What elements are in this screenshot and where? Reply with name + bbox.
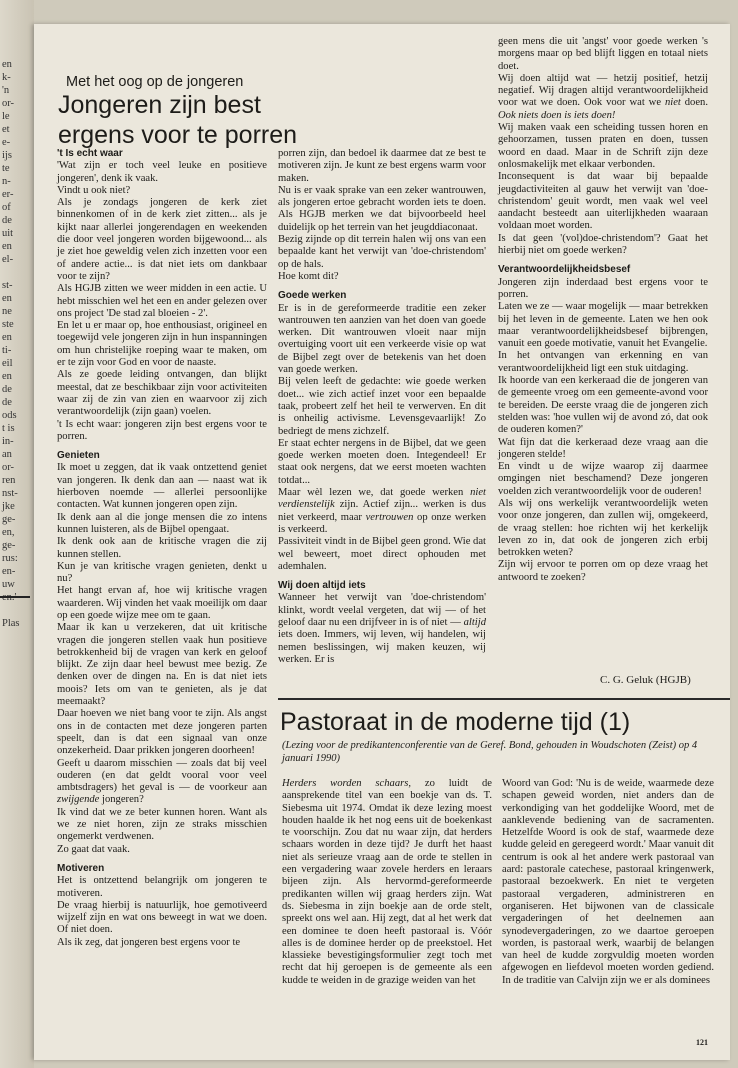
paragraph [57, 758, 267, 807]
adjacent-page-fragment: in- [2, 436, 14, 447]
adjacent-page-fragment: de [2, 384, 12, 395]
paragraph: 'Wat zijn er toch veel leuke en positieve jongeren', denk ik vaak. [57, 160, 267, 184]
adjacent-page-fragment: e- [2, 137, 11, 148]
article2-column-2 [502, 778, 714, 1028]
adjacent-page-fragment: en [2, 371, 12, 382]
adjacent-page-fragment: eil [2, 358, 13, 369]
adjacent-page-fragment [2, 266, 32, 279]
paragraph: Er is in de gereformeerde traditie een zeker wantrouwen ten aanzien van het doen van goede werken. Dit wantrouwen vloeit naar mijn overtuiging voort uit een verkeerde visie op wat de Bijbel zegt over de betekenis van het doen van goede werken. [278, 302, 486, 376]
article2-subtitle: (Lezing voor de predikantenconferentie van de Geref. Bond, gehouden in Woudschoten (Zeist) op 4 januari 1990) [282, 740, 698, 764]
italic-run: altijd [463, 616, 486, 628]
adjacent-page-fragment: el- [2, 254, 14, 265]
adjacent-page-fragment: er- [2, 189, 14, 200]
article1-column-3 [498, 36, 708, 668]
adjacent-page-fragment: or- [2, 98, 15, 109]
italic-run: vertrouwen [365, 511, 414, 523]
italic-run: zwijgende [57, 794, 100, 806]
adjacent-page-fragment: en [2, 241, 12, 252]
paragraph: Zijn wij ervoor te porren om op deze vraag het antwoord te zoeken? [498, 559, 708, 583]
paragraph: geen mens die uit 'angst' voor goede werken 's morgens maar op bed blijft liggen en totaal niets doet. [498, 36, 708, 72]
adjacent-page-fragment: ijs [2, 150, 12, 161]
paragraph: Jongeren zijn inderdaad best ergens voor te porren. [498, 276, 708, 300]
adjacent-page-fragment: uw [2, 579, 15, 590]
paragraph [278, 592, 486, 666]
subheading: Verantwoordelijkheidsbesef [498, 264, 631, 276]
adjacent-page-fragment: en, [2, 527, 15, 538]
paragraph: Ik hoorde van een kerkeraad die de jongeren van de gemeente vroeg om een gemeente-avond voor te bereiden. De eerste vraag die de jongeren zich stelden was: 'hoe vullen wij de avond zó, dat ook de ouderen komen?' [498, 375, 708, 436]
paragraph: Is dat geen '(vol)doe-christendom'? Gaat het hierbij niet om goede werken? [498, 232, 708, 257]
paragraph: Ik moet u zeggen, dat ik vaak ontzettend geniet van jongeren. Ik denk dan aan — naast wat ik hierboven noemde — allerlei persoonlijke contacten. Wat kunnen jongeren open zijn. [57, 462, 267, 511]
italic-run: niet [664, 97, 681, 109]
italic-run: Ook niets doen is iets doen! [498, 109, 616, 121]
adjacent-page-fragment: de [2, 215, 12, 226]
adjacent-page-fragment: 'n [2, 85, 10, 96]
text-run: doen. [680, 97, 709, 109]
paragraph: Ik denk ook aan de kritische vragen die zij kunnen stellen. [57, 536, 267, 560]
paragraph: Als ze goede leiding ontvangen, dan blijkt meestal, dat ze beschikbaar zijn voor activiteiten waar zij de zin van zien en waarvoor zij zich verantwoordelijk (zijn gaan) voelen. [57, 369, 267, 418]
adjacent-page-fragment: of [2, 202, 11, 213]
paragraph: En let u er maar op, hoe enthousiast, origineel en toegewijd vele jongeren zijn in hun inspanningen om hun christelijke roeping waar te maken, om er te zijn voor God en voor de naaste. [57, 320, 267, 369]
author-signature: C. G. Geluk (HGJB) [600, 674, 691, 686]
paragraph: Als HGJB zitten we weer midden in een actie. U hebt misschien wel het een en ander gelezen over ons project 'De stad zal bloeien - 2'. [57, 283, 267, 319]
paragraph: Woord van God: 'Nu is de weide, waarmede deze schapen geweid worden, niet anders dan de verkondiging van het goddelijke Woord, met de aanklevende bediening van de sacramenten. Hetzelfde Woord is ook de staf, waarmede deze kudde geleid en geregeerd wordt.' Maar vanuit dit centrum is ook al het andere werk pastoraal van aard: pastorale catechese, pastoraal kringenwerk, pastoraal bezoekwerk. En niet te vergeten pastoraal vergaderen, administreren en organiseren. Het bijwonen van de classicale vergaderingen of het deelnemen aan synodevergaderingen, zo we daartoe geroepen worden, is pastoraal werk, waarbij de belangen van heel de kudde zorgvuldig moeten worden afgewogen en liefdevol moeten worden gediend. In de traditie van Calvijn zijn we er als dominees [502, 778, 714, 986]
italic-run: niet verdienstelijk [278, 487, 486, 511]
text-run: Wij doen altijd wat — hetzij positief, hetzij negatief. Wij dragen altijd verantwoordelijkheid voor wat we doen. Ook voor wat we [498, 72, 708, 109]
paragraph: En vindt u de wijze waarop zij daarmee omgingen niet beschamend? Deze jongeren voelden zich verantwoordelijk voor de ouderen! [498, 461, 708, 497]
paragraph: Wij maken vaak een scheiding tussen horen en gehoorzamen, tussen praten en doen, tussen woord en daad. Maar in de Schrift zijn deze onlosmakelijk met elkaar verbonden. [498, 122, 708, 170]
text-run: op onze werken is verkeerd. [278, 511, 486, 535]
subheading: Goede werken [278, 290, 347, 302]
adjacent-page-fragment: ge- [2, 540, 16, 551]
text-run: zijn. Actief zijn... werken is dus niet verkeerd, maar [278, 499, 486, 523]
adjacent-page-fragment: st- [2, 280, 13, 291]
adjacent-page-fragment: ti- [2, 345, 12, 356]
text-run: iets doen. Immers, wij leven, wij handelen, wij nemen beslissingen, wij maken keuzen, wij werken. Er is [278, 629, 486, 665]
paragraph [498, 73, 708, 122]
subheading: Motiveren [57, 862, 105, 874]
article1-column-1 [57, 148, 267, 948]
adjacent-page-fragment: ge- [2, 514, 16, 525]
adjacent-page-fragment: rus: [2, 553, 18, 564]
paragraph: Het hangt ervan af, hoe wij kritische vragen waarderen. Wij vinden het vaak moeilijk om daar op een goede wijze mee om te gaan. [57, 585, 267, 621]
paragraph: De vraag hierbij is natuurlijk, hoe gemotiveerd wijzelf zijn en wat ons beweegt in wat we doen. Of niet doen. [57, 899, 267, 936]
paragraph: Als je zondags jongeren de kerk ziet binnenkomen of in de kerk ziet zitten... als je kijkt naar allerlei jongerendagen en weekenden die door veel jongeren worden bijgewoond... als je ziet hoe geweldig velen zich inzetten voor een of andere actie... is dat niet iets om dankbaar voor te zijn? [57, 197, 267, 282]
adjacent-page-fragment: ods [2, 410, 17, 421]
paragraph: 't Is echt waar: jongeren zijn best ergens voor te porren. [57, 418, 267, 442]
subheading: Genieten [57, 450, 100, 462]
adjacent-page-rule [0, 596, 30, 598]
paragraph: Vindt u ook niet? [57, 184, 131, 196]
subheading: 't Is echt waar [57, 148, 123, 159]
adjacent-page-fragment: en- [2, 566, 16, 577]
text-run: Geeft u daarom misschien — zoals dat bij veel ouderen (en dat geldt vooral voor veel ambtsdragers) het geval is — de voorkeur aan [57, 757, 267, 794]
paragraph: Zo gaat dat vaak. [57, 843, 130, 855]
adjacent-page-fragment: or- [2, 462, 15, 473]
adjacent-page-fragment: en [2, 293, 12, 304]
section-divider [278, 698, 730, 700]
text-run: zo luidt de aansprekende titel van een boekje van ds. T. Siebesma uit 1974. Omdat ik deze lezing moest houden haalde ik het nog eens uit de boekenkast te voorschijn. Zou dat nu waar zijn, dat herders schaars worden in deze tijd? Je durft het haast niet als serieuze vraag aan de orde te stellen in een vergadering waar zovele herders en leraars bijeen zijn. Als hervormd-gereformeerde predikanten willen wij graag herders zijn. Wat ds. Siebesma in zijn boekje aan de orde stelt, spreekt ons wel aan. Hij zegt, dat al het werk dat een dominee te doen heeft pastoraal is. Vóór alles is de dominee herder op de preekstoel. Het klassieke bevestigingsformulier zegt toch met recht dat hij geroepen is de gemeente als een kudde te weiden in de grazige weiden van het [282, 778, 492, 986]
paragraph: Als ik zeg, dat jongeren best ergens voor te [57, 936, 241, 948]
adjacent-page-fragment: et [2, 124, 10, 135]
adjacent-page-fragment: le [2, 111, 10, 122]
text-run: Wanneer het verwijt van 'doe-christendom' klinkt, wordt veelal vergeten, dat wij — of het geloof daar nu een drijfveer in is of niet — [278, 592, 486, 628]
paragraph: Inconsequent is dat waar bij bepaalde jeugdactiviteiten al gauw het verwijt van 'doe-christendom' geuit wordt, men vaak wel veel aandacht besteedt aan uiterlijkheden waaraan voldaan moet worden. [498, 171, 708, 232]
article-kicker: Met het oog op de jongeren [66, 74, 244, 90]
paragraph: Wat fijn dat die kerkeraad deze vraag aan die jongeren stelde! [498, 436, 708, 460]
magazine-page [34, 24, 730, 1060]
adjacent-page-fragment: ste [2, 319, 14, 330]
paragraph: Maar ik kan u verzekeren, dat uit kritische vragen die jongeren stellen vaak hun positieve betrokkenheid bij de vragen van kerk en geloof blijkt. Ze zijn daar heel bewust mee bezig. Ze denken over de dingen na. En is dat niet iets moois? Iets om van te genieten, als je dat meemaakt? [57, 622, 267, 708]
adjacent-page-fragment: k- [2, 72, 11, 83]
paragraph: Bezig zijnde op dit terrein halen wij ons van een bepaalde kant het verwijt van 'doe-christendom' op de hals. [278, 234, 486, 270]
paragraph: Ik vind dat we ze beter kunnen horen. Want als we ze niet horen, zijn ze straks misschien ongemerkt verdwenen. [57, 806, 267, 843]
paragraph: porren zijn, dan bedoel ik daarmee dat ze best te motiveren zijn. Je kunt ze best ergens warm voor maken. [278, 148, 486, 184]
paragraph: Passiviteit vindt in de Bijbel geen grond. Wie dat wel beweert, moet direct ophouden met ademhalen. [278, 536, 486, 572]
paragraph: Ik denk aan al die jonge mensen die zo intens kunnen luisteren, als de Bijbel opengaat. [57, 511, 267, 535]
paragraph [278, 487, 486, 536]
adjacent-page-fragment: t is [2, 423, 15, 434]
paragraph: Daar hoeven we niet bang voor te zijn. Als angst ons in de contacten met deze jongeren parten speelt, dan is dat een signaal van onze onzekerheid. Daar prikken jongeren doorheen! [57, 708, 267, 757]
text-run: Maar wèl lezen we, dat goede werken [278, 487, 471, 499]
adjacent-page-fragment [2, 604, 32, 617]
paragraph: Als wij ons werkelijk verantwoordelijk weten voor onze jongeren, dan zullen wij, omgekeerd, de vraag stellen: hoe richten wij het kerkelijk leven zo in, dat ook de jongeren zich erbij betrokken weten? [498, 497, 708, 559]
adjacent-page-fragment: nst- [2, 488, 18, 499]
paragraph: Het is ontzettend belangrijk om jongeren te motiveren. [57, 875, 267, 899]
paragraph: Laten we ze — waar mogelijk — maar betrekken bij het leven in de gemeente. Laten we hen ook maar verantwoordelijkheidsbesef bijbrengen, vanuit een goede motivatie, vanuit het Evangelie. [498, 301, 708, 350]
headline-line-2: ergens voor te porren [58, 121, 298, 149]
paragraph: Nu is er vaak sprake van een zeker wantrouwen, als jongeren ertoe gebracht worden iets te doen. Als HGJB merken we dat bijvoorbeeld heel duidelijk op het terrein van het jeugddiaconaat. [278, 184, 486, 233]
adjacent-page-fragment: en [2, 59, 12, 70]
article-headline [58, 90, 478, 150]
article1-column-2 [278, 148, 486, 696]
adjacent-page-fragment: te [2, 163, 10, 174]
text-run: jongeren? [99, 794, 144, 806]
adjacent-page-fragment: jke [2, 501, 15, 512]
paragraph: Hoe komt dit? [278, 270, 339, 282]
adjacent-page-fragment: de [2, 397, 12, 408]
paragraph: In het ontvangen van erkenning en van verantwoordelijkheid ligt een stuk uitdaging. [498, 350, 708, 374]
adjacent-page-fragment: ren [2, 475, 16, 486]
paragraph: Er staat echter nergens in de Bijbel, dat we geen goede werken moeten doen. Integendeel! Er staat ook nergens, dat we eerst moeten wachten totdat... [278, 437, 486, 486]
article2-title: Pastoraat in de moderne tijd (1) [280, 708, 631, 736]
adjacent-page-edge [0, 0, 34, 1068]
adjacent-page-fragment: an [2, 449, 12, 460]
paragraph: Kun je van kritische vragen genieten, denkt u nu? [57, 560, 267, 585]
adjacent-page-fragment: ne [2, 306, 12, 317]
italic-run: Herders worden schaars, [282, 778, 412, 789]
adjacent-page-fragment: uit [2, 228, 14, 239]
headline-line-1: Jongeren zijn best [58, 91, 261, 119]
adjacent-page-fragment: Plas [2, 618, 20, 629]
adjacent-page-fragments [2, 58, 32, 630]
article2-column-1 [282, 778, 492, 1028]
adjacent-page-fragment: en [2, 332, 12, 343]
page-number: 121 [696, 1038, 708, 1047]
adjacent-page-fragment: n- [2, 176, 11, 187]
paragraph [282, 778, 492, 987]
paragraph: Bij velen leeft de gedachte: wie goede werken doet... wie zich actief inzet voor een bepaalde taak, probeert zelf het heil te verwerven. En dit is onheilig activisme. Levensgevaarlijk! Zo bedriegt de mens zichzelf. [278, 376, 486, 437]
subheading: Wij doen altijd iets [278, 580, 366, 592]
